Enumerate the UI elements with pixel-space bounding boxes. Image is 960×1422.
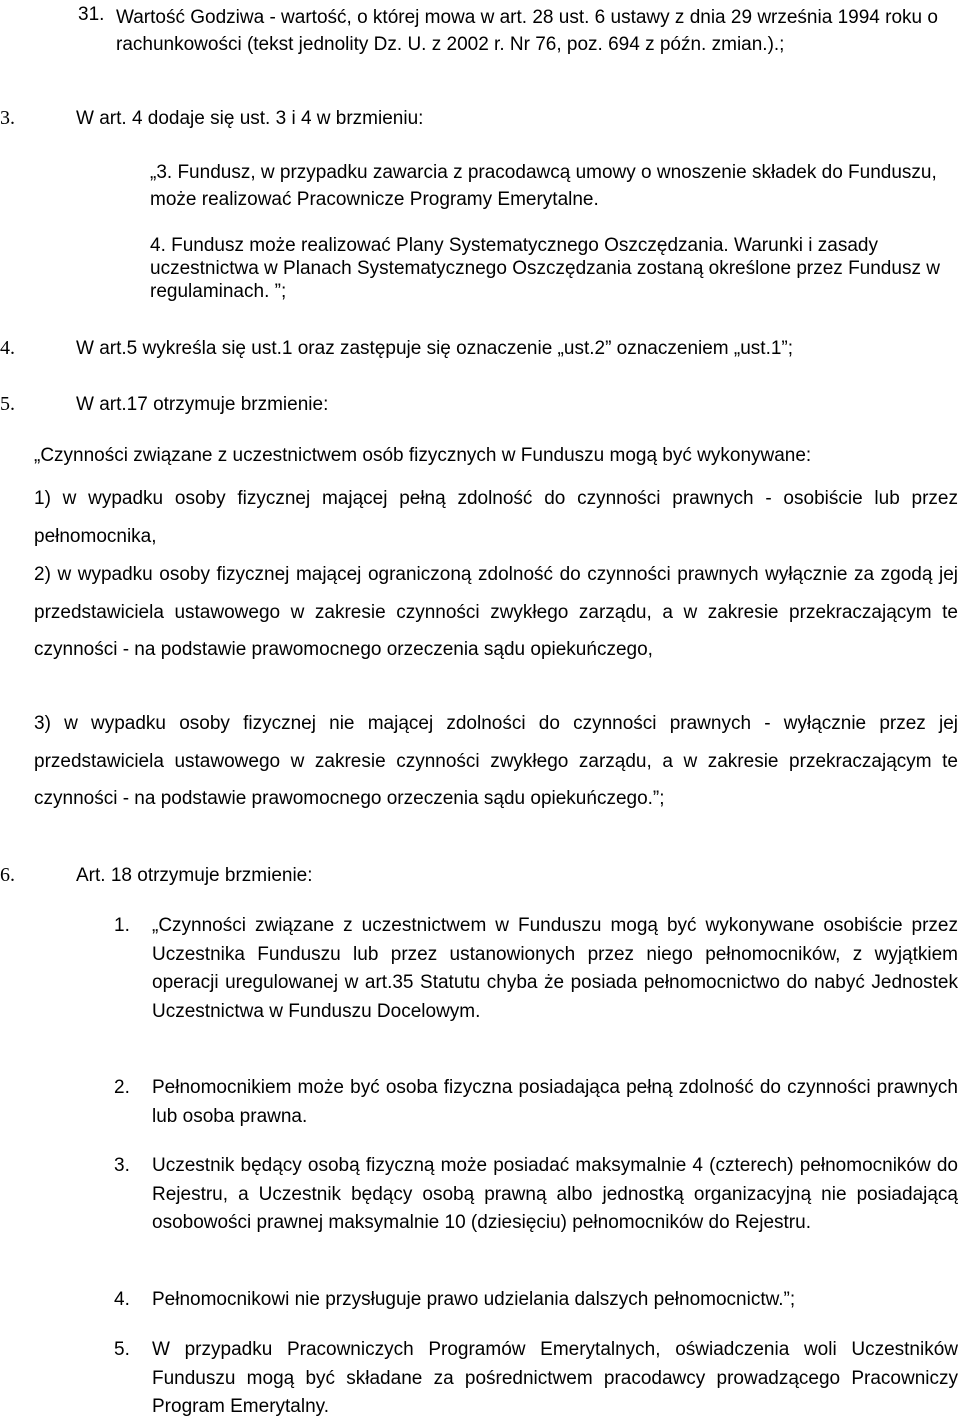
item-5-intro: „Czynności związane z uczestnictwem osób fizycznych w Funduszu mogą być wykonywane:: [34, 445, 812, 466]
item-6-point-5-text: W przypadku Pracowniczych Programów Emerytalnych, oświadczenia woli Uczestników Funduszu mogą być składane za pośrednictwem pracodawcy prowadzącego Pracowniczy Program Emerytalny.: [152, 1339, 958, 1417]
item-3-para-2: 4. Fundusz może realizować Plany Systematycznego Oszczędzania. Warunki i zasady uczestnictwa w Planach Systematycznego Oszczędzania zostaną określone przez Fundusz w regulaminach. ”;: [150, 235, 940, 302]
item-4-number: 4.: [0, 337, 15, 359]
item-5-point-1: 1) w wypadku osoby fizycznej mającej pełną zdolność do czynności prawnych - osobiście lub przez pełnomocnika,: [34, 488, 958, 547]
item-31-number: 31.: [78, 4, 105, 25]
item-6-point-2-text: Pełnomocnikiem może być osoba fizyczna posiadająca pełną zdolność do czynności prawnych lub osoba prawna.: [152, 1077, 958, 1127]
item-3-number: 3.: [0, 107, 15, 129]
item-3-text: W art. 4 dodaje się ust. 3 i 4 w brzmieniu:: [76, 108, 424, 129]
item-6-point-5-number: 5.: [114, 1339, 130, 1360]
item-3-para-1: „3. Fundusz, w przypadku zawarcia z pracodawcą umowy o wnoszenie składek do Funduszu, może realizować Pracownicze Programy Emerytalne.: [150, 162, 937, 210]
item-6-point-3-number: 3.: [114, 1155, 130, 1176]
item-31-text: Wartość Godziwa - wartość, o której mowa w art. 28 ust. 6 ustawy z dnia 29 września 1994 roku o rachunkowości (tekst jednolity Dz. U. z 2002 r. Nr 76, poz. 694 z późn. zmian.).;: [116, 7, 938, 55]
item-6-point-3-text: Uczestnik będący osobą fizyczną może posiadać maksymalnie 4 (czterech) pełnomocników do Rejestru, a Uczestnik będący osobą prawną albo jednostką organizacyjną nie posiadającą osobowości prawnej maksymalnie 10 (dziesięciu) pełnomocników do Rejestru.: [152, 1155, 958, 1233]
item-4-text: W art.5 wykreśla się ust.1 oraz zastępuje się oznaczenie „ust.2” oznaczeniem „ust.1”;: [76, 338, 794, 359]
item-5-point-2: 2) w wypadku osoby fizycznej mającej ograniczoną zdolność do czynności prawnych wyłącznie za zgodą jej przedstawiciela ustawowego w zakresie czynności zwykłego zarządu, a w zakresie przekraczającym te czynności - na podstawie prawomocnego orzeczenia sądu opiekuńczego,: [34, 564, 958, 660]
item-5-number: 5.: [0, 393, 15, 415]
item-5-text: W art.17 otrzymuje brzmienie:: [76, 394, 329, 415]
item-6-point-4-number: 4.: [114, 1289, 130, 1310]
item-5-point-3: 3) w wypadku osoby fizycznej nie mającej zdolności do czynności prawnych - wyłącznie przez jej przedstawiciela ustawowego w zakresie czynności zwykłego zarządu, a w zakresie przekraczającym te czynności - na podstawie prawomocnego orzeczenia sądu opiekuńczego.”;: [34, 713, 958, 809]
item-6-text: Art. 18 otrzymuje brzmienie:: [76, 865, 313, 886]
item-6-number: 6.: [0, 864, 15, 886]
item-6-point-1-text: „Czynności związane z uczestnictwem w Funduszu mogą być wykonywane osobiście przez Uczestnika Funduszu lub przez ustanowionych przez niego pełnomocników, z wyjątkiem operacji uregulowanej w art.35 Statutu chyba że posiada pełnomocnictwo do nabyć Jednostek Uczestnictwa w Funduszu Docelowym.: [152, 915, 958, 1022]
item-6-point-1-number: 1.: [114, 915, 130, 936]
item-6-point-4-text: Pełnomocnikowi nie przysługuje prawo udzielania dalszych pełnomocnictw.”;: [152, 1289, 796, 1310]
item-6-point-2-number: 2.: [114, 1077, 130, 1098]
